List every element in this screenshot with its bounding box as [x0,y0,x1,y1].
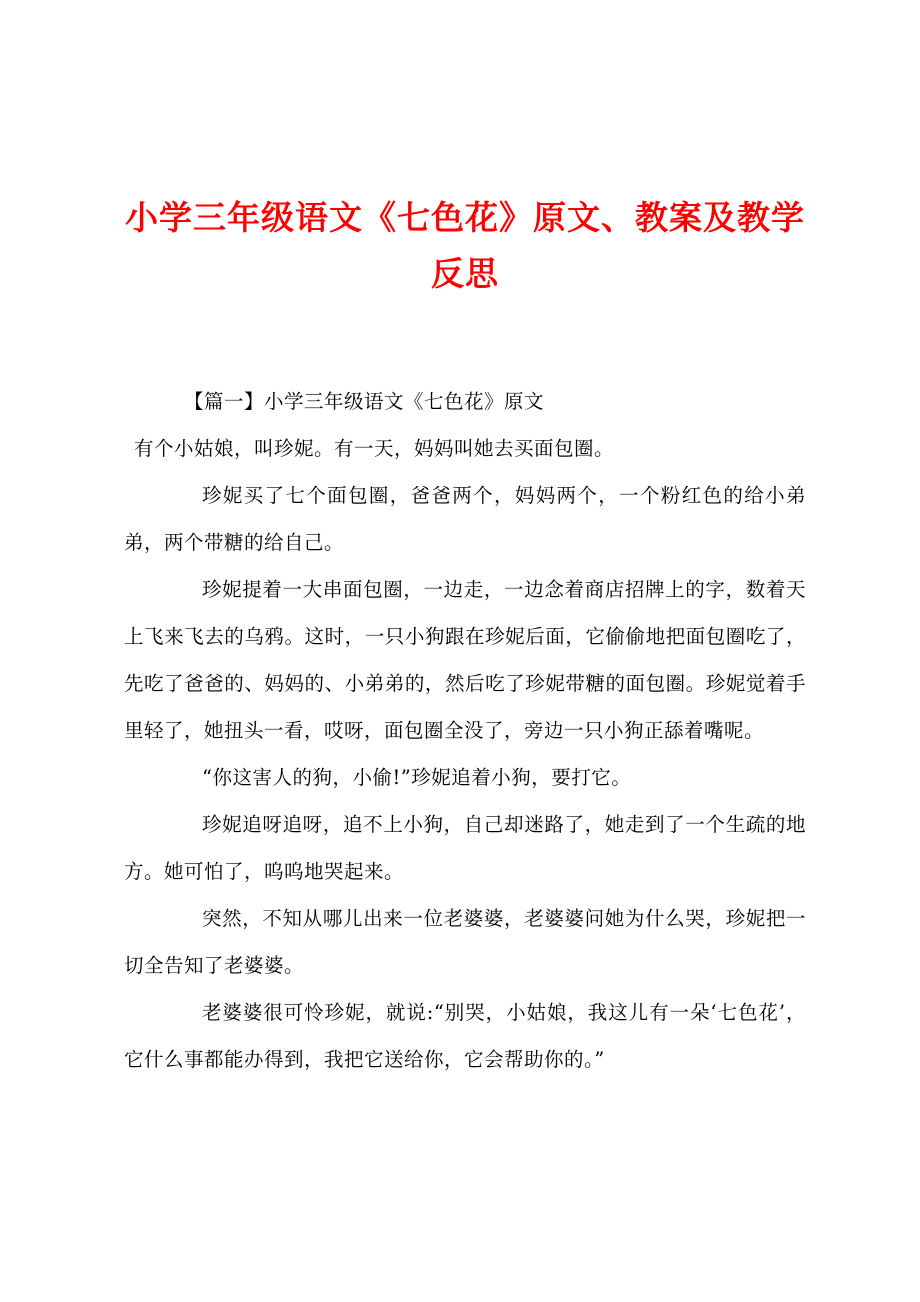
paragraph-4: “你这害人的狗，小偷!”珍妮追着小狗，要打它。 [202,766,632,789]
document-body [124,378,806,1083]
paragraph-1: 有个小姑娘，叫珍妮。有一天，妈妈叫她去买面包圈。 [134,437,615,460]
paragraph-2: 珍妮买了七个面包圈，爸爸两个，妈妈两个，一个粉红色的给小弟弟，两个带糖的给自己。 [124,484,806,554]
title-line-2: 反思 [431,254,499,293]
paragraph-7: 老婆婆很可怜珍妮，就说:“别哭，小姑娘，我这儿有一朵‘七色花’，它什么事都能办得到，我把它送给你，它会帮助你的。” [124,1001,806,1071]
paragraph-6: 突然，不知从哪儿出来一位老婆婆，老婆婆问她为什么哭，珍妮把一切全告知了老婆婆。 [124,907,806,977]
paragraph-5: 珍妮追呀追呀，追不上小狗，自己却迷路了，她走到了一个生疏的地方。她可怕了，呜呜地哭起来。 [124,813,806,883]
document-title [110,190,820,302]
section-heading: 【篇一】小学三年级语文《七色花》原文 [184,390,545,413]
title-line-1: 小学三年级语文《七色花》原文、教案及教学 [125,198,805,237]
paragraph-3: 珍妮提着一大串面包圈，一边走，一边念着商店招牌上的字，数着天上飞来飞去的乌鸦。这时，一只小狗跟在珍妮后面，它偷偷地把面包圈吃了，先吃了爸爸的、妈妈的、小弟弟的，然后吃了珍妮带糖的面包圈。珍妮觉着手里轻了，她扭头一看，哎呀，面包圈全没了，旁边一只小狗正舔着嘴呢。 [124,578,806,742]
